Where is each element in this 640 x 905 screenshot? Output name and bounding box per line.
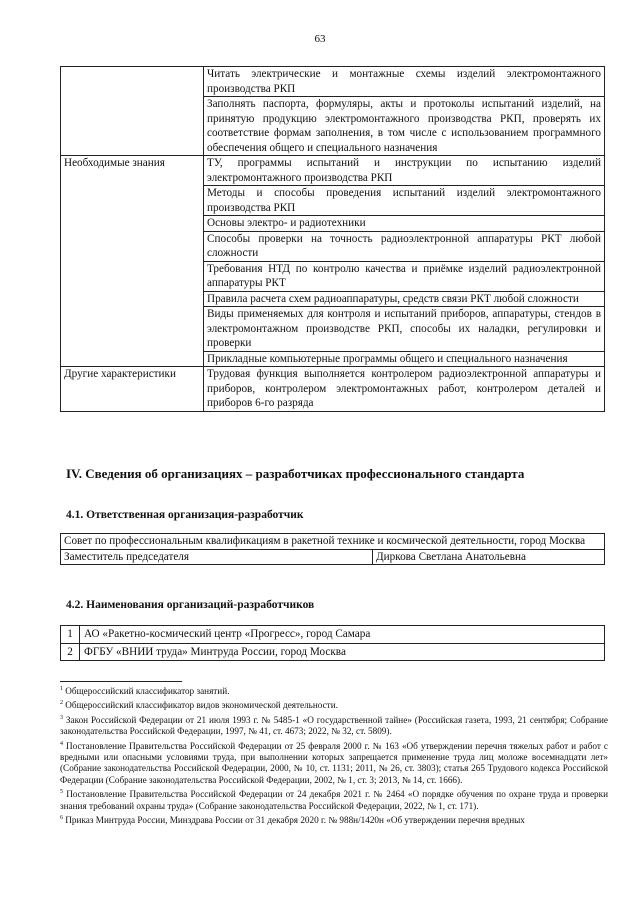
- org-name: АО «Ракетно-космический центр «Прогресс», город Самара: [80, 626, 605, 644]
- table-row: [61, 156, 605, 186]
- table-row: [61, 67, 605, 97]
- footnote-number: 2: [60, 700, 63, 707]
- table-cell: ТУ, программы испытаний и инструкции по испытанию изделий электромонтажного производства РКП: [204, 156, 605, 186]
- footnote-number: 3: [60, 714, 63, 721]
- table-cell: Основы электро- и радиотехники: [204, 216, 605, 232]
- footnote-number: 6: [60, 815, 63, 821]
- person-name: Диркова Светлана Анатольевна: [373, 549, 605, 565]
- developer-orgs-table: [60, 625, 605, 661]
- footnote: [60, 700, 608, 711]
- table-row: [61, 367, 605, 412]
- page-number: 63: [314, 33, 326, 45]
- table-cell: Требования НТД по контролю качества и приёмке изделий радиоэлектронной аппаратуры РКТ: [204, 261, 605, 291]
- org-number: 2: [61, 643, 80, 661]
- footnote-number: 5: [60, 789, 63, 796]
- footnote-text: Закон Российской Федерации от 21 июля 1993 г. № 5485-1 «О государственной тайне» (Российская газета, 1993, 21 сентября; Собрание законодательства Российской Федерации, 1997, № 41, ст. 4673; 2022, № 32, ст. 5809).: [60, 714, 608, 737]
- footnote-text: Общероссийский классификатор видов экономической деятельности.: [65, 700, 338, 711]
- row-label-required-knowledge: Необходимые знания: [61, 156, 204, 367]
- footnote-text: Постановление Правительства Российской Федерации от 24 декабря 2021 г. № 2464 «О порядке обучения по охране труда и проверки знания требований охраны труда» (Собрание законодательства Российской Федерации, 2022, № 1, ст. 171).: [60, 789, 608, 811]
- skills-knowledge-table: [60, 66, 605, 412]
- footnote-text: Постановление Правительства Российской Федерации от 25 февраля 2000 г. № 163 «Об утверждении перечня тяжелых работ и работ с вредными или опасными условиями труда, при выполнении которых запрещается применение труда лиц моложе восемнадцати лет» (Собрание законодательства Российской Федерации, 2000, № 10, ст. 1131; 2011, № 26, ст. 3803); статья 265 Трудового кодекса Российской Федерации (Собрание законодательства Российской Федерации, 2002, № 1, ст. 3; 2013, № 14, ст. 1666).: [60, 740, 608, 785]
- table-cell: Трудовая функция выполняется контролером радиоэлектронной аппаратуры и приборов, контролером электромонтажных работ, контролером деталей и приборов 6-го разряда: [204, 367, 605, 412]
- org-name: Совет по профессиональным квалификациям в ракетной технике и космической деятельности, город Москва: [61, 534, 605, 550]
- org-name: ФГБУ «ВНИИ труда» Минтруда России, город Москва: [80, 643, 605, 661]
- footnote-text: Общероссийский классификатор занятий.: [65, 686, 230, 696]
- table-cell: Способы проверки на точность радиоэлектронной аппаратуры РКТ любой сложности: [204, 231, 605, 261]
- subsection-title-developer-orgs: 4.2. Наименования организаций-разработчиков: [66, 599, 315, 611]
- table-cell: Методы и способы проведения испытаний изделий электромонтажного производства РКП: [204, 186, 605, 216]
- table-row: [61, 549, 605, 565]
- row-label-other-characteristics: Другие характеристики: [61, 367, 204, 412]
- footnote: [60, 686, 608, 697]
- table-row: [61, 626, 605, 644]
- section-title: IV. Сведения об организациях – разработчиках профессионального стандарта: [66, 466, 525, 481]
- table-cell: Читать электрические и монтажные схемы изделий электромонтажного производства РКП: [204, 67, 605, 97]
- footnote: [60, 789, 608, 812]
- row-label: [61, 67, 204, 156]
- footnote: [60, 815, 608, 826]
- table-row: [61, 643, 605, 661]
- table-row: [61, 534, 605, 550]
- responsible-org-table: [60, 533, 605, 565]
- footnote-divider: [60, 681, 182, 682]
- table-cell: Прикладные компьютерные программы общего и специального назначения: [204, 351, 605, 367]
- org-number: 1: [61, 626, 80, 644]
- table-cell: Заполнять паспорта, формуляры, акты и протоколы испытаний изделий, на принятую продукцию электромонтажного производства РКП, проверять их соответствие формам заполнения, в том числе с использованием программного обеспечения общего и специального назначения: [204, 97, 605, 156]
- table-cell: Виды применяемых для контроля и испытаний приборов, аппаратуры, стендов в электромонтажном производстве РКП, способы их наладки, регулировки и проверки: [204, 307, 605, 352]
- person-role: Заместитель председателя: [61, 549, 373, 565]
- footnote: [60, 715, 608, 738]
- footnote: [60, 741, 608, 787]
- footnote-text: Приказ Минтруда России, Минздрава России от 31 декабря 2020 г. № 988н/1420н «Об утверждении перечня вредных: [65, 815, 525, 826]
- footnote-number: 1: [60, 685, 63, 692]
- footnote-number: 4: [60, 740, 63, 747]
- table-cell: Правила расчета схем радиоаппаратуры, средств связи РКТ любой сложности: [204, 291, 605, 307]
- subsection-title-responsible-org: 4.1. Ответственная организация-разработчик: [66, 509, 304, 521]
- footnotes: [60, 686, 608, 829]
